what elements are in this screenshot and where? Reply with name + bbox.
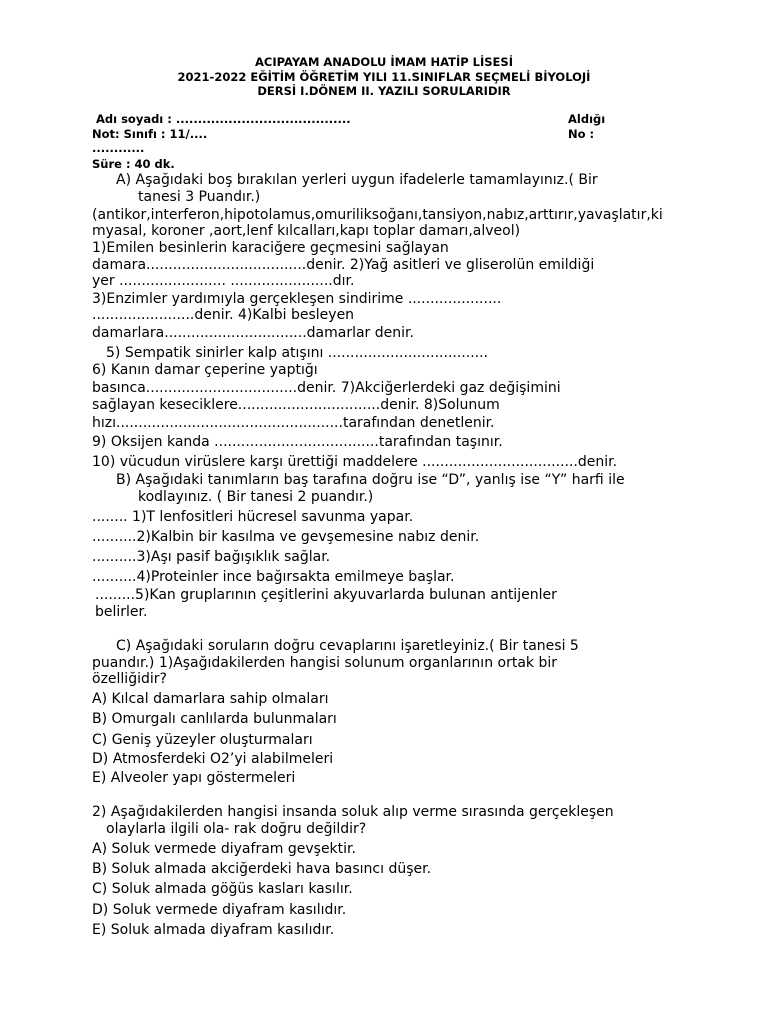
question-2-text-cont: olaylarla ilgili ola- rak doğru değildir? <box>106 821 367 837</box>
question-2-option-b: B) Soluk almada akciğerdeki hava basıncı düşer. <box>92 861 432 877</box>
fill-line-2: damara....................................denir. 2)Yağ asitleri ve gliserolün emildiği <box>92 257 595 273</box>
question-1-text: puandır.) 1)Aşağıdakilerden hangisi solunum organlarının ortak bir <box>92 655 558 671</box>
true-false-item-3: ..........3)Aşı pasif bağışıklık sağlar. <box>92 549 331 565</box>
fill-line-5: .......................denir. 4)Kalbi besleyen <box>92 307 355 323</box>
exam-duration: Süre : 40 dk. <box>92 157 175 171</box>
question-1-option-b: B) Omurgalı canlılarda bulunmaları <box>92 711 337 727</box>
student-class-field: Not: Sınıfı : 11/.... <box>92 127 208 141</box>
question-1-option-d: D) Atmosferdeki O2’yi alabilmeleri <box>92 751 334 767</box>
fill-line-10: sağlayan keseciklere................................denir. 8)Solunum <box>92 397 500 413</box>
fill-line-4: 3)Enzimler yardımıyla gerçekleşen sindirime ..................... <box>92 291 502 307</box>
section-a-instruction: A) Aşağıdaki boş bırakılan yerleri uygun ifadelerle tamamlayınız.( Bir <box>116 172 598 188</box>
fill-line-1: 1)Emilen besinlerin karaciğere geçmesini sağlayan <box>92 240 449 256</box>
true-false-item-5: .........5)Kan gruplarının çeşitlerini akyuvarlarda bulunan antijenler <box>95 587 557 603</box>
true-false-item-2: ..........2)Kalbin bir kasılma ve gevşemesine nabız denir. <box>92 529 480 545</box>
question-2-option-c: C) Soluk almada göğüs kasları kasılır. <box>92 881 353 897</box>
word-bank-line-2: myasal, koroner ,aort,lenf kılcalları,kapı toplar damarı,alveol) <box>92 223 521 239</box>
question-2-option-e: E) Soluk almada diyafram kasılıdır. <box>92 922 335 938</box>
true-false-item-1: ........ 1)T lenfositleri hücresel savunma yapar. <box>92 509 414 525</box>
true-false-item-4: ..........4)Proteinler ince bağırsakta emilmeye başlar. <box>92 569 455 585</box>
section-b-instruction: B) Aşağıdaki tanımların baş tarafına doğru ise “D”, yanlış ise “Y” harfi ile <box>116 472 625 488</box>
true-false-item-5-cont: belirler. <box>95 604 148 620</box>
question-1-option-e: E) Alveoler yapı göstermeleri <box>92 770 296 786</box>
question-1-text-cont: özelliğidir? <box>92 671 167 687</box>
word-bank-line-1: (antikor,interferon,hipotolamus,omuriliksoğanı,tansiyon,nabız,arttırır,yavaşlatır,ki <box>92 207 663 223</box>
fill-line-9: basınca..................................denir. 7)Akciğerlerdeki gaz değişimini <box>92 380 561 396</box>
student-name-field: Adı soyadı : ........................................ <box>96 112 351 126</box>
fill-line-6: damarlara................................damarlar denir. <box>92 325 414 341</box>
number-label: No : <box>568 127 595 141</box>
question-2-option-a: A) Soluk vermede diyafram gevşektir. <box>92 841 356 857</box>
fill-line-13: 10) vücudun virüslere karşı ürettiği maddelere ...................................denir. <box>92 454 618 470</box>
fill-line-7: 5) Sempatik sinirler kalp atışını .................................... <box>106 345 488 361</box>
school-title: ACIPAYAM ANADOLU İMAM HATİP LİSESİ <box>255 55 513 69</box>
exam-subtitle: DERSİ I.DÖNEM II. YAZILI SORULARIDIR <box>257 84 511 98</box>
section-a-points: tanesi 3 Puandır.) <box>138 189 261 205</box>
received-label: Aldığı <box>568 112 606 126</box>
exam-title: 2021-2022 EĞİTİM ÖĞRETİM YILI 11.SINIFLAR SEÇMELİ BİYOLOJİ <box>177 70 591 84</box>
fill-line-12: 9) Oksijen kanda .....................................tarafından taşınır. <box>92 434 503 450</box>
fill-line-3: yer ........................ .......................dır. <box>92 273 355 289</box>
fill-line-8: 6) Kanın damar çeperine yaptığı <box>92 362 318 378</box>
question-1-option-c: C) Geniş yüzeyler oluşturmaları <box>92 732 313 748</box>
question-2-text: 2) Aşağıdakilerden hangisi insanda soluk alıp verme sırasında gerçekleşen <box>92 804 614 820</box>
student-dots: ............ <box>92 141 145 155</box>
question-2-option-d: D) Soluk vermede diyafram kasılıdır. <box>92 902 347 918</box>
fill-line-11: hızı...................................................tarafından denetlenir. <box>92 415 495 431</box>
question-1-option-a: A) Kılcal damarlara sahip olmaları <box>92 691 329 707</box>
section-b-points: kodlayınız. ( Bir tanesi 2 puandır.) <box>138 489 374 505</box>
section-c-instruction: C) Aşağıdaki soruların doğru cevaplarını işaretleyiniz.( Bir tanesi 5 <box>116 638 579 654</box>
